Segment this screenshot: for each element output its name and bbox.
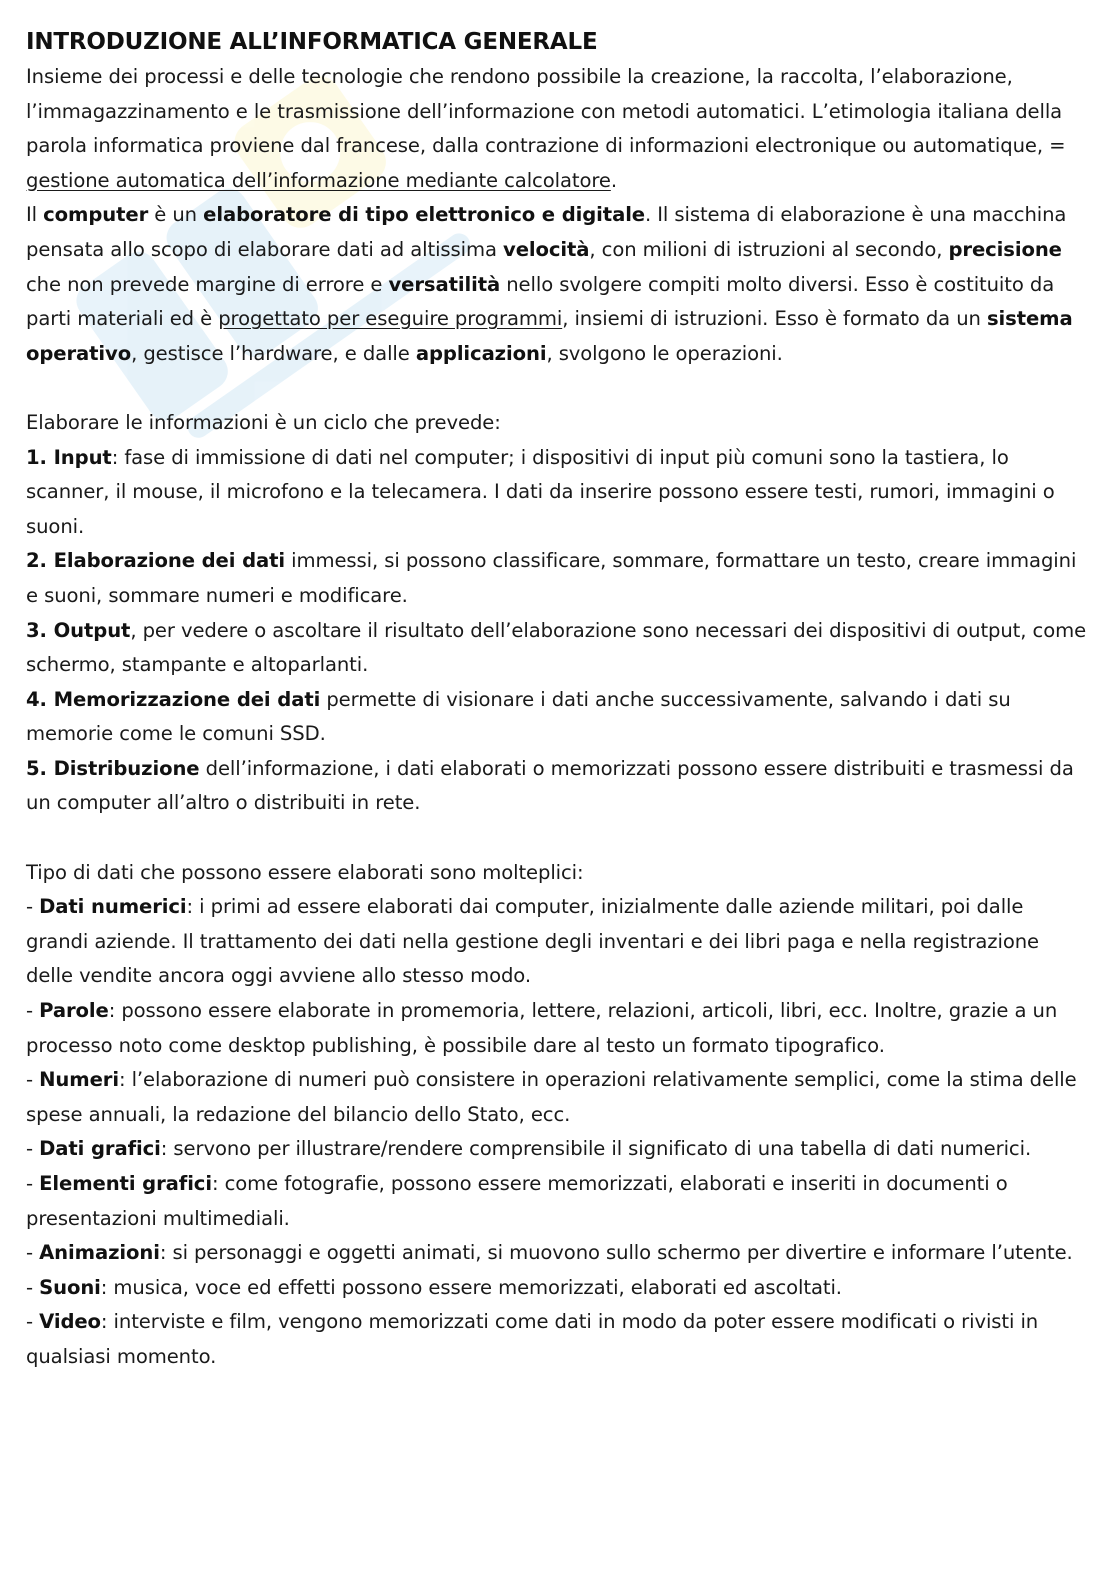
- computer-bold-6: sistema operativo: [26, 307, 1073, 365]
- type-label: Dati grafici: [39, 1137, 161, 1161]
- types-intro: Tipo di dati che possono essere elaborati sono molteplici:: [26, 860, 584, 884]
- cycle-step: [26, 544, 1090, 613]
- type-label: Animazioni: [39, 1241, 160, 1265]
- type-item: [26, 994, 1090, 1063]
- cycle-step: [26, 683, 1090, 752]
- computer-text-9: , svolgono le operazioni.: [546, 341, 783, 365]
- cycle-step-text: : fase di immissione di dati nel computer; i dispositivi di input più comuni sono la tastiera, lo scanner, il mouse, il microfono e la telecamera. I dati da inserire possono essere testi, rumori, immagini o suoni.: [26, 445, 1055, 538]
- type-item: [26, 1063, 1090, 1132]
- cycle-step-text: dell’informazione, i dati elaborati o memorizzati possono essere distribuiti e trasmessi da un computer all’altro o distribuiti in rete.: [26, 756, 1074, 815]
- cycle-step-label: 2. Elaborazione dei dati: [26, 549, 286, 573]
- computer-text-8: , gestisce l’hardware, e dalle: [131, 341, 416, 365]
- type-text: : servono per illustrare/rendere comprensibile il significato di una tabella di dati numerici.: [160, 1137, 1032, 1161]
- type-label: Suoni: [39, 1275, 101, 1299]
- type-label: Numeri: [39, 1068, 119, 1092]
- type-dash: -: [26, 1310, 40, 1334]
- computer-text-2: è un: [148, 203, 204, 227]
- type-dash: -: [26, 999, 40, 1023]
- computer-paragraph: [26, 198, 1090, 371]
- computer-bold-3: velocità: [503, 237, 590, 261]
- cycle-step-label: 4. Memorizzazione dei dati: [26, 687, 321, 711]
- type-dash: -: [26, 1068, 40, 1092]
- type-item: [26, 1236, 1090, 1271]
- computer-bold-1: computer: [43, 203, 149, 227]
- computer-bold-5: versatilità: [388, 272, 501, 296]
- intro-paragraph: [26, 60, 1090, 198]
- type-text: : i primi ad essere elaborati dai computer, inizialmente dalle aziende militari, poi dalle grandi aziende. Il trattamento dei dati nella gestione degli inventari e dei libri paga e nella registrazione delle vendite ancora oggi avviene allo stesso modo.: [26, 895, 1039, 988]
- type-text: : possono essere elaborate in promemoria, lettere, relazioni, articoli, libri, ecc. Inoltre, grazie a un processo noto come desktop publishing, è possibile dare al testo un formato tipografico.: [26, 999, 1058, 1057]
- computer-text-6: nello svolgere compiti molto diversi. Esso è costituito da parti materiali ed è: [26, 272, 1055, 331]
- type-label: Elementi grafici: [39, 1172, 212, 1195]
- type-item: [26, 1305, 1090, 1374]
- type-text: : come fotografie, possono essere memorizzati, elaborati e inseriti in documenti o presentazioni multimediali.: [26, 1172, 1008, 1230]
- type-label: Dati numerici: [39, 895, 187, 919]
- type-item: [26, 1271, 1090, 1306]
- type-label: Video: [39, 1310, 101, 1334]
- cycle-step: [26, 752, 1090, 821]
- type-item: [26, 1132, 1090, 1167]
- intro-end: .: [610, 168, 617, 192]
- cycle-step-text: immessi, si possono classificare, sommare, formattare un testo, creare immagini e suoni, sommare numeri e modificare.: [26, 549, 1077, 607]
- page-title: INTRODUZIONE ALL’INFORMATICA GENERALE: [26, 29, 598, 55]
- type-text: : interviste e film, vengono memorizzati come dati in modo da poter essere modificati o rivisti in qualsiasi momento.: [26, 1310, 1039, 1368]
- spacer: [26, 371, 1090, 406]
- type-text: : si personaggi e oggetti animati, si muovono sullo schermo per divertire e informare l’utente.: [159, 1241, 1073, 1265]
- intro-underlined-definition: gestione automatica dell’informazione mediante calcolatore: [26, 168, 611, 192]
- type-label: Parole: [39, 999, 109, 1023]
- computer-bold-4: precisione: [948, 237, 1062, 261]
- type-text: : l’elaborazione di numeri può consistere in operazioni relativamente semplici, come la stima delle spese annuali, la redazione del bilancio dello Stato, ecc.: [26, 1068, 1077, 1126]
- cycle-intro: Elaborare le informazioni è un ciclo che prevede:: [26, 410, 501, 434]
- type-text: : musica, voce ed effetti possono essere memorizzati, elaborati ed ascoltati.: [100, 1275, 842, 1299]
- cycle-step-text: , per vedere o ascoltare il risultato dell’elaborazione sono necessari dei dispositivi di output, come schermo, stampante e altoparlanti.: [26, 618, 1087, 677]
- type-dash: -: [26, 1172, 40, 1195]
- cycle-step-text: permette di visionare i dati anche successivamente, salvando i dati su memorie come le comuni SSD.: [26, 687, 1011, 746]
- type-dash: -: [26, 1241, 40, 1265]
- type-dash: -: [26, 895, 40, 919]
- cycle-step-label: 1. Input: [26, 445, 112, 469]
- spacer: [26, 821, 1090, 856]
- cycle-step: [26, 614, 1090, 683]
- computer-text-7: , insiemi di istruzioni. Esso è formato da un: [562, 307, 987, 331]
- computer-underline-1: progettato per eseguire programmi: [218, 307, 563, 331]
- computer-text-1: Il: [26, 203, 44, 227]
- type-dash: -: [26, 1275, 40, 1299]
- computer-bold-7: applicazioni: [415, 341, 547, 365]
- type-item: [26, 1167, 1090, 1236]
- computer-bold-2: elaboratore di tipo elettronico e digitale: [203, 203, 645, 227]
- computer-text-4: , con milioni di istruzioni al secondo,: [589, 237, 949, 261]
- intro-text: Insieme dei processi e delle tecnologie che rendono possibile la creazione, la raccolta, l’elaborazione, l’immagazzinamento e le trasmissione dell’informazione con metodi automatici. L’etimologia italiana della parola informatica proviene dal francese, dalla contrazione di informazioni electronique ou automatique, =: [26, 65, 1066, 158]
- computer-text-5: che non prevede margine di errore e: [26, 272, 389, 296]
- computer-text-3: . Il sistema di elaborazione è una macchina pensata allo scopo di elaborare dati ad altissima: [26, 203, 1067, 261]
- type-dash: -: [26, 1137, 40, 1161]
- cycle-step-label: 5. Distribuzione: [26, 756, 200, 780]
- cycle-step: [26, 441, 1090, 545]
- cycle-step-label: 3. Output: [26, 618, 131, 642]
- type-item: [26, 890, 1090, 994]
